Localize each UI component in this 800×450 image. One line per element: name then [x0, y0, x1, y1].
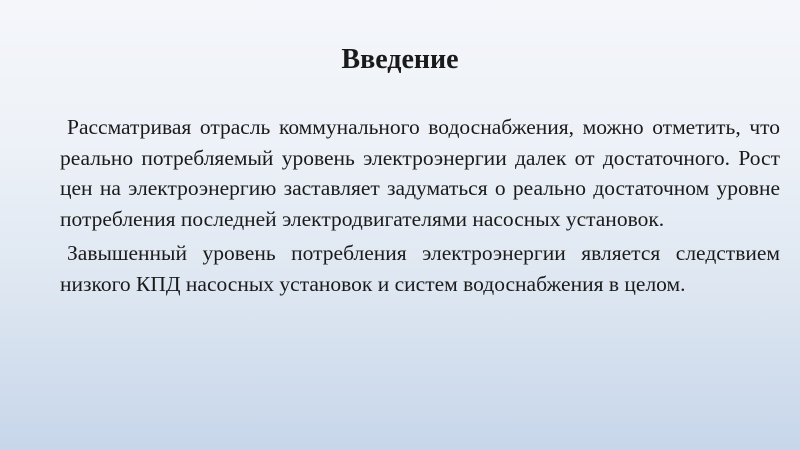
slide-body [60, 112, 780, 303]
paragraph-conclusion: Завышенный уровень потребления электроэнергии является следствием низкого КПД насосных установок и систем водоснабжения в целом. [60, 241, 780, 296]
slide-title: Введение [341, 44, 459, 75]
paragraph-intro: Рассматривая отрасль коммунального водоснабжения, можно отметить, что реально потребляемый уровень электроэнергии далек от достаточного. Рост цен на электроэнергию заставляет задуматься о реально достаточном уровне потребления последней электродвигателями насосных установок. [60, 115, 780, 231]
